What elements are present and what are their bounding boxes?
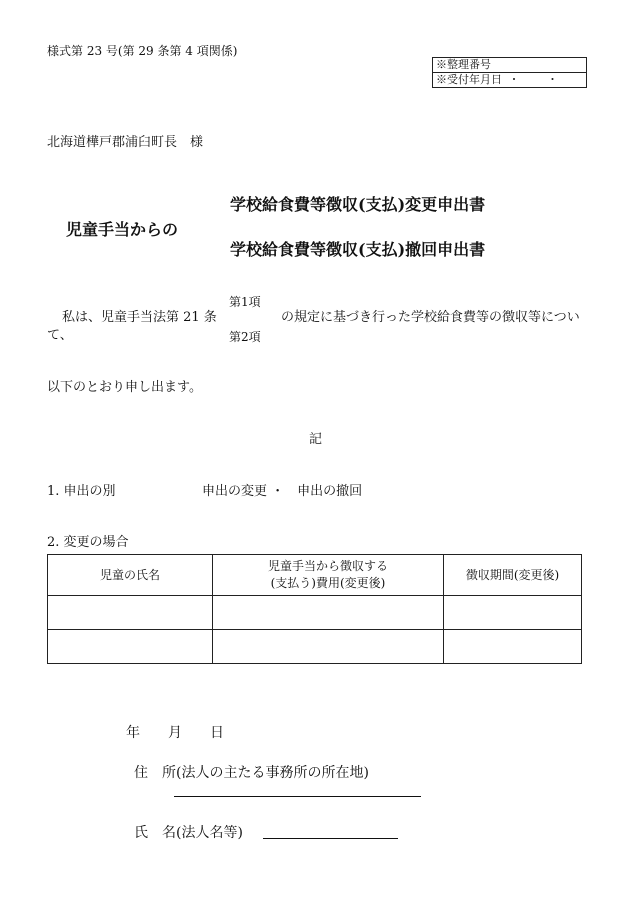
clause-1: 第1項: [229, 295, 261, 309]
body-suffix: の規定に基づき行った学校給食費等の徴収等につい: [281, 310, 580, 325]
form-number: 様式第 23 号(第 29 条第 4 項関係): [47, 44, 238, 58]
ref-number-label: ※整理番号: [436, 58, 491, 71]
item2-label: 2. 変更の場合: [47, 535, 129, 550]
ki-heading: 記: [309, 432, 323, 447]
cell-cost[interactable]: [213, 596, 444, 630]
header-cost: [213, 555, 444, 596]
table-header-row: [48, 555, 582, 596]
body-line2: 以下のとおり申し出ます。: [47, 380, 202, 395]
header-period: 徴収期間(変更後): [444, 555, 582, 596]
body-wrap: て、: [47, 328, 73, 343]
title-change: 学校給食費等徴収(支払)変更申出書: [230, 195, 486, 214]
ref-date-label: ※受付年月日: [436, 73, 502, 86]
title-left: 児童手当からの: [66, 220, 179, 239]
name-label: 氏 名(法人名等): [134, 825, 243, 841]
change-table: [47, 554, 582, 664]
cell-period[interactable]: [444, 596, 582, 630]
date-line: 年 月 日: [126, 725, 224, 741]
clause-2: 第2項: [229, 330, 261, 344]
ref-date-row: [433, 73, 586, 88]
cell-child-name[interactable]: [48, 596, 213, 630]
header-cost-line1: 児童手当から徴収する: [267, 559, 388, 573]
address-label: 住 所(法人の主たる事務所の所在地): [134, 765, 369, 781]
table-row: [48, 630, 582, 664]
header-cost-line2: (支払う)費用(変更後): [270, 576, 386, 590]
addressee: 北海道樺戸郡浦臼町長 様: [47, 135, 204, 150]
cell-period[interactable]: [444, 630, 582, 664]
item1-label: 1. 申出の別: [47, 484, 116, 499]
address-line[interactable]: [174, 796, 421, 797]
name-line[interactable]: [263, 838, 398, 839]
ref-date-dots: ・ ・: [508, 73, 570, 86]
header-child-name: 児童の氏名: [48, 555, 213, 596]
reference-box: [432, 57, 587, 88]
item1-options: 申出の変更 ・ 申出の撤回: [202, 484, 363, 499]
body-prefix: 私は、児童手当法第 21 条: [62, 310, 217, 325]
cell-cost[interactable]: [213, 630, 444, 664]
cell-child-name[interactable]: [48, 630, 213, 664]
title-withdraw: 学校給食費等徴収(支払)撤回申出書: [230, 240, 486, 259]
ref-number-row: [433, 58, 586, 73]
table-row: [48, 596, 582, 630]
